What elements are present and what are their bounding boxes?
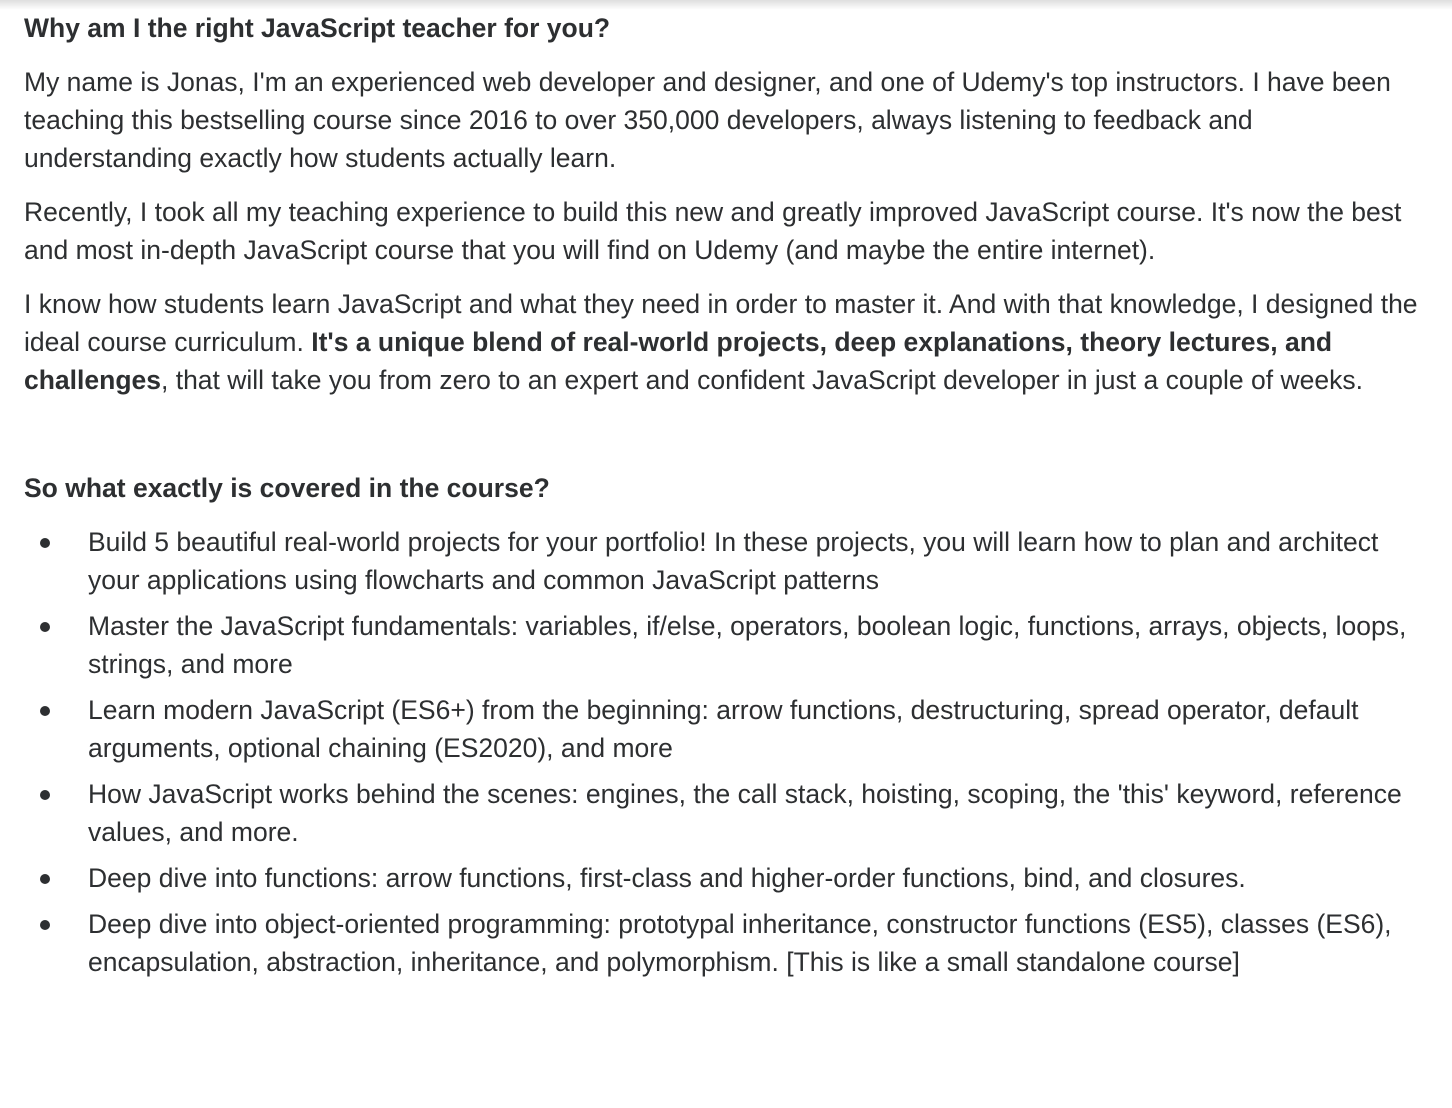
paragraph-curriculum — [24, 285, 1424, 399]
list-item — [24, 691, 1424, 767]
paragraph-curriculum-text: I know how students learn JavaScript and what they need in order to master it. And with that knowledge, I designed the ideal course curriculum. — [24, 289, 1418, 357]
list-item-text: Master the JavaScript fundamentals: variables, if/else, operators, boolean logic, functions, arrays, objects, loops, strings, and more — [88, 611, 1407, 679]
bullet-icon — [40, 790, 50, 800]
section-heading-covered: So what exactly is covered in the course? — [24, 473, 550, 503]
list-item — [24, 859, 1424, 897]
covered-topics-list — [24, 523, 1424, 981]
bullet-icon — [40, 538, 50, 548]
list-item-text: Build 5 beautiful real-world projects for your portfolio! In these projects, you will learn how to plan and architect your applications using flowcharts and common JavaScript patterns — [88, 527, 1379, 595]
paragraph-curriculum-emphasis: It's a unique blend of real-world projects, deep explanations, theory lectures, and challenges — [24, 327, 1333, 395]
bullet-icon — [40, 874, 50, 884]
list-item-text: Learn modern JavaScript (ES6+) from the beginning: arrow functions, destructuring, spread operator, default arguments, optional chaining (ES2020), and more — [88, 695, 1359, 763]
bullet-icon — [40, 706, 50, 716]
section-heading-teacher: Why am I the right JavaScript teacher for you? — [24, 13, 611, 43]
list-item-text: Deep dive into object-oriented programming: prototypal inheritance, constructor functions (ES5), classes (ES6), encapsulation, abstraction, inheritance, and polymorphism. [This is like a small standalone course] — [88, 909, 1392, 977]
paragraph-recently: Recently, I took all my teaching experience to build this new and greatly improved JavaScript course. It's now the best and most in-depth JavaScript course that you will find on Udemy (and maybe the entire internet). — [24, 197, 1402, 265]
list-item — [24, 523, 1424, 599]
list-item-text: Deep dive into functions: arrow functions, first-class and higher-order functions, bind, and closures. — [88, 863, 1246, 893]
paragraph-intro: My name is Jonas, I'm an experienced web developer and designer, and one of Udemy's top instructors. I have been teaching this bestselling course since 2016 to over 350,000 developers, always listening to feedback and understanding exactly how students actually learn. — [24, 67, 1391, 173]
list-item — [24, 607, 1424, 683]
list-item — [24, 775, 1424, 851]
list-item — [24, 905, 1424, 981]
list-item-text: How JavaScript works behind the scenes: engines, the call stack, hoisting, scoping, the 'this' keyword, reference values, and more. — [88, 779, 1402, 847]
course-description — [24, 9, 1424, 989]
paragraph-curriculum-text-end: , that will take you from zero to an expert and confident JavaScript developer in just a couple of weeks. — [160, 365, 1363, 395]
bullet-icon — [40, 920, 50, 930]
bullet-icon — [40, 622, 50, 632]
